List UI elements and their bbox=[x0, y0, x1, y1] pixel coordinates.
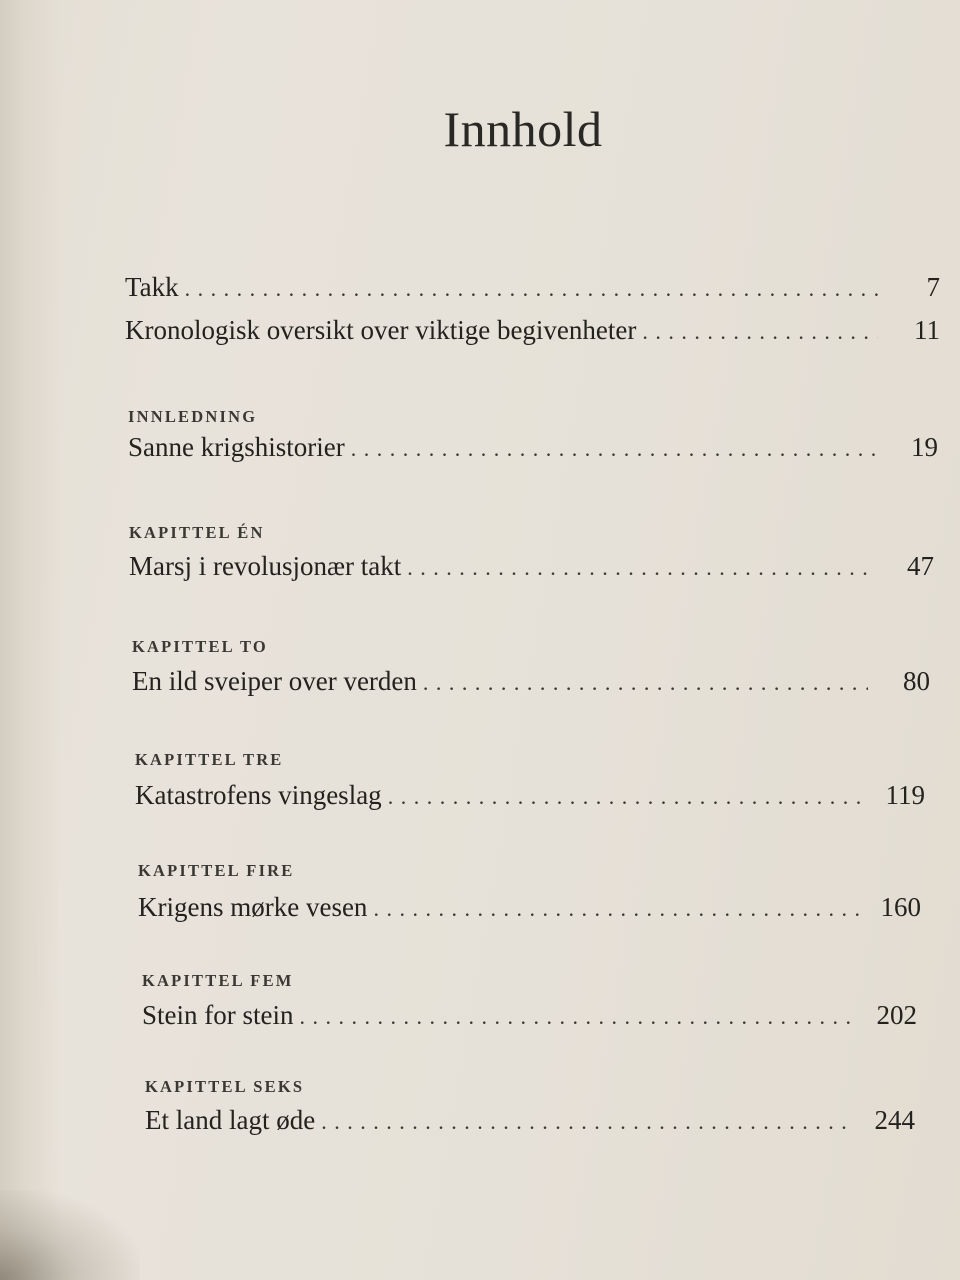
chapter-label: KAPITTEL ÉN bbox=[129, 523, 265, 542]
dot-leader bbox=[373, 896, 859, 922]
entry-page-number: 11 bbox=[914, 315, 940, 345]
entry-title: Et land lagt øde bbox=[145, 1105, 316, 1135]
chapter-label: KAPITTEL FEM bbox=[142, 971, 294, 990]
entry-title: Marsj i revolusjonær takt bbox=[129, 551, 402, 581]
toc-entry-chapter bbox=[128, 432, 938, 472]
dot-leader bbox=[423, 670, 868, 696]
chapter-label: KAPITTEL TRE bbox=[135, 750, 284, 769]
entry-title: En ild sveiper over verden bbox=[132, 666, 417, 696]
entry-title: Sanne krigshistorier bbox=[128, 432, 345, 462]
entry-title: Krigens mørke vesen bbox=[138, 892, 368, 922]
dot-leader bbox=[185, 276, 878, 302]
entry-page-number: 119 bbox=[885, 780, 925, 810]
entry-title: Stein for stein bbox=[142, 1000, 294, 1030]
toc-entry-kronologisk bbox=[125, 315, 940, 355]
chapter-label: KAPITTEL FIRE bbox=[138, 861, 295, 880]
toc-entry-chapter bbox=[145, 1105, 915, 1145]
entry-page-number: 7 bbox=[926, 272, 940, 302]
toc-entry-takk bbox=[125, 272, 940, 312]
chapter-label: KAPITTEL TO bbox=[132, 637, 268, 656]
entry-page-number: 202 bbox=[876, 1000, 917, 1030]
entry-page-number: 80 bbox=[903, 666, 930, 696]
toc-entry-chapter bbox=[138, 892, 921, 932]
entry-page-number: 47 bbox=[907, 551, 934, 581]
page-title: Innhold bbox=[443, 101, 603, 157]
dot-leader bbox=[642, 319, 878, 345]
dot-leader bbox=[321, 1109, 853, 1135]
dot-leader bbox=[299, 1004, 855, 1030]
entry-title: Takk bbox=[125, 272, 179, 302]
entry-page-number: 244 bbox=[874, 1105, 915, 1135]
dot-leader bbox=[407, 555, 872, 581]
chapter-label: KAPITTEL SEKS bbox=[145, 1077, 305, 1096]
dot-leader bbox=[388, 784, 863, 810]
chapter-label: INNLEDNING bbox=[128, 407, 258, 426]
entry-page-number: 19 bbox=[911, 432, 938, 462]
toc-entry-chapter bbox=[135, 780, 925, 820]
toc-entry-chapter bbox=[129, 551, 934, 591]
toc-entry-chapter bbox=[142, 1000, 917, 1040]
entry-title: Kronologisk oversikt over viktige begivenheter bbox=[125, 315, 637, 345]
entry-title: Katastrofens vingeslag bbox=[135, 780, 382, 810]
entry-page-number: 160 bbox=[880, 892, 921, 922]
toc-entry-chapter bbox=[132, 666, 930, 706]
dot-leader bbox=[351, 436, 876, 462]
